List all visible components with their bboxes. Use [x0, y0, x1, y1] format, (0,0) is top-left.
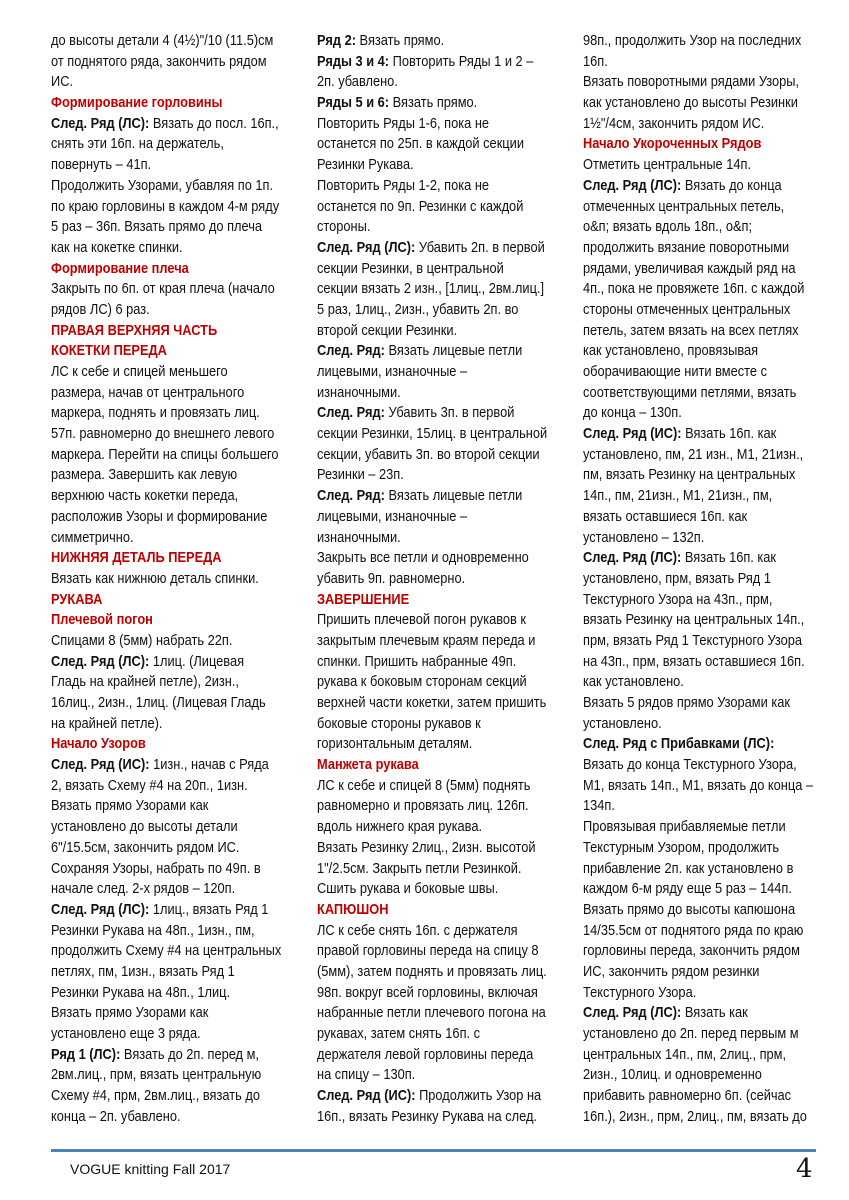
text-line: останется по 9п. Резинки с каждой [317, 197, 524, 215]
instruction-text: 1лиц. (Лицевая [149, 652, 245, 670]
text-line: 2п. убавлено. [317, 73, 398, 91]
text-line: боковые стороны рукавов к [317, 714, 481, 732]
section-heading: Формирование плеча [51, 259, 189, 277]
text-line: рукава к боковым сторонам секций [317, 673, 527, 691]
text-line: ЛС к себе и спицей меньшего [51, 363, 228, 380]
text-line: секции Резинки, в центральной [317, 259, 504, 277]
row-label: След. Ряд (ЛС): [583, 1004, 682, 1022]
text-line: до высоты детали 4 (4½)"/10 (11.5)см [51, 32, 274, 49]
text-line: до конца – 130п. [583, 404, 682, 422]
text-line: лицевыми, изнаночные – [317, 363, 468, 380]
text-line: Сшить рукава и боковые швы. [317, 880, 499, 898]
text-line: Вязать прямо Узорами как [51, 797, 209, 815]
text-column-2 [317, 31, 552, 1127]
page-number: 4 [796, 1154, 813, 1184]
text-line: Резинки Рукава на 48п., 1изн., пм, [51, 921, 255, 939]
text-line: Провязывая прибавляемые петли [583, 818, 786, 836]
text-line: Вязать Резинку 2лиц., 2изн. высотой [317, 838, 536, 856]
text-line: секции, убавить 3п. во второй секции [317, 445, 540, 463]
instruction-line [51, 652, 286, 673]
text-line: верхней части кокетки, затем пришить [317, 694, 547, 711]
text-line: 16лиц., 2изн., 1лиц. (Лицевая Гладь [51, 694, 266, 711]
instruction-line [51, 1045, 286, 1066]
text-line: (5мм), затем поднять и провязать лиц. [317, 962, 547, 980]
instruction-text: Убавить 2п. в первой [415, 238, 545, 256]
text-line: 1"/2.5см. Закрыть петли Резинкой. [317, 859, 522, 877]
text-line: изнаночными. [317, 383, 401, 401]
instruction-line [51, 755, 286, 776]
text-line: на спицу – 130п. [317, 1066, 416, 1084]
text-line: стороны. [317, 218, 371, 236]
instruction-line [317, 52, 552, 73]
text-line: маркера. Перейти на спицы большего [51, 445, 279, 463]
section-heading: КАПЮШОН [317, 900, 389, 918]
text-line: останется по 25п. в каждой секции [317, 135, 524, 153]
text-line: снять эти 16п. на держатель, [51, 135, 224, 153]
text-line: вязать оставшиеся 16п. как [583, 507, 748, 525]
instruction-line [317, 238, 552, 259]
text-line: ИС. [51, 73, 74, 91]
text-line: 1½"/4см, закончить рядом ИС. [583, 114, 765, 132]
row-label: След. Ряд: [317, 404, 385, 422]
instruction-line [583, 734, 818, 755]
section-heading: Начало Узоров [51, 735, 146, 753]
text-line: конца – 2п. убавлено. [51, 1107, 181, 1125]
text-line: Вязать 5 рядов прямо Узорами как [583, 694, 790, 711]
footer-divider [51, 1149, 816, 1152]
text-line: равномерно и провязать лиц. 126п. [317, 797, 529, 815]
text-line: каждом 6-м ряду еще 5 раз – 144п. [583, 880, 792, 898]
text-line: установлено – 132п. [583, 528, 705, 546]
text-line: верхнюю часть кокетки переда, [51, 487, 239, 505]
text-line: 16п.), 2изн., прм, 2лиц., пм, вязать до [583, 1107, 807, 1125]
section-heading: КОКЕТКИ ПЕРЕДА [51, 342, 167, 360]
instruction-line [583, 176, 818, 197]
section-heading: РУКАВА [51, 590, 103, 608]
text-line: установлено до 2п. перед первым м [583, 1025, 799, 1042]
text-line: 16п. [583, 52, 608, 70]
text-line: как установлено. [583, 673, 684, 691]
text-line: прибавить равномерно 6п. (сейчас [583, 1087, 792, 1105]
row-label: Ряды 5 и 6: [317, 94, 390, 112]
text-line: М1, вязать 14п., М1, вязать до конца – [583, 776, 814, 794]
text-line: спинки. Пришить набранные 49п. [317, 652, 517, 670]
section-heading: НИЖНЯЯ ДЕТАЛЬ ПЕРЕДА [51, 549, 222, 567]
instruction-text: Вязать до посл. 16п., [149, 114, 279, 132]
row-label: След. Ряд (ИС): [317, 1087, 416, 1105]
text-line: повернуть – 41п. [51, 156, 152, 174]
footer-publication: VOGUE knitting Fall 2017 [70, 1161, 231, 1177]
text-line: Сохраняя Узоры, набрать по 49п. в [51, 859, 261, 877]
text-line: 57п. равномерно до внешнего левого [51, 425, 275, 443]
text-line: рядами, увеличивая каждый ряд на [583, 259, 796, 277]
text-line: Текстурного Узора на 43п., прм, [583, 590, 773, 608]
text-line: установлено до высоты детали [51, 818, 238, 836]
row-label: След. Ряд (ИС): [51, 756, 150, 774]
text-line: Резинки Рукава. [317, 156, 414, 174]
text-line: горизонтальным деталям. [317, 735, 473, 753]
instruction-line [317, 31, 552, 52]
text-line: Вязать прямо до высоты капюшона [583, 900, 796, 918]
text-line: размера. Завершить как левую [51, 466, 238, 484]
text-line: Отметить центральные 14п. [583, 156, 752, 174]
instruction-line [51, 900, 286, 921]
instruction-line [317, 1086, 552, 1107]
text-line: маркера, поднять и провязать лиц. [51, 404, 260, 422]
text-line: Продолжить Узорами, убавляя по 1п. [51, 176, 274, 194]
text-line: стороны отмеченных центральных [583, 300, 791, 318]
row-label: След. Ряд с Прибавками (ЛС): [583, 735, 775, 753]
text-line: установлено, пм, 21 изн., М1, 21изн., [583, 445, 804, 463]
text-line: размера, начав от центрального [51, 383, 245, 401]
text-line: Вязать поворотными рядами Узоры, [583, 73, 800, 91]
text-line: горловины переда, закончить рядом [583, 942, 800, 960]
section-heading: Начало Укороченных Рядов [583, 135, 762, 153]
text-line: Пришить плечевой погон рукавов к [317, 611, 527, 629]
text-line: 98п. вокруг всей горловины, включая [317, 983, 538, 1001]
text-column-1 [51, 31, 286, 1127]
text-line: 14п., пм, 21изн., М1, 21изн., пм, [583, 487, 773, 505]
text-line: Гладь на крайней петле), 2изн., [51, 673, 239, 691]
text-line: пм, вязать Резинку на центральных [583, 466, 796, 484]
text-line: как установлено до высоты Резинки [583, 94, 798, 112]
text-line: закрытым плечевым краям переда и [317, 631, 536, 649]
text-line: Резинки – 23п. [317, 466, 404, 484]
section-heading: Формирование горловины [51, 94, 223, 112]
instruction-text: Повторить Ряды 1 и 2 – [389, 52, 534, 70]
text-line: на крайней петле). [51, 714, 163, 732]
row-label: Ряд 1 (ЛС): [51, 1045, 121, 1063]
section-heading: ЗАВЕРШЕНИЕ [317, 590, 410, 608]
row-label: След. Ряд: [317, 487, 385, 505]
text-line: симметрично. [51, 528, 134, 546]
row-label: След. Ряд (ЛС): [583, 176, 682, 194]
row-label: След. Ряд (ЛС): [51, 114, 150, 132]
text-line: Закрыть по 6п. от края плеча (начало [51, 280, 275, 298]
text-line: 2, вязать Схему #4 на 20п., 1изн. [51, 776, 248, 794]
text-line: петель, затем вязать на всех петлях [583, 321, 799, 339]
instruction-text: Вязать прямо. [355, 32, 445, 49]
instruction-line [583, 1003, 818, 1024]
row-label: След. Ряд (ЛС): [583, 549, 682, 567]
text-column-3 [583, 31, 818, 1127]
text-line: 6"/15.5см, закончить рядом ИС. [51, 838, 240, 856]
text-line: отмеченных центральных петель, [583, 197, 785, 215]
text-line: o&п; вязать вдоль 18п., o&п; [583, 218, 753, 236]
instruction-text: Вязать 16п. как [681, 549, 777, 567]
text-line: продолжить Схему #4 на центральных [51, 942, 282, 960]
text-line: установлено. [583, 714, 662, 732]
row-label: След. Ряд (ЛС): [51, 652, 150, 670]
text-line: Резинки Рукава на 48п., 1лиц. [51, 983, 231, 1001]
text-line: набранные петли плечевого погона на [317, 1004, 546, 1022]
row-label: Ряд 2: [317, 32, 356, 49]
section-heading: ПРАВАЯ ВЕРХНЯЯ ЧАСТЬ [51, 321, 218, 339]
text-line: установлено еще 3 ряда. [51, 1025, 201, 1042]
text-line: 16п., вязать Резинку Рукава на след. [317, 1107, 538, 1125]
text-line: центральных 14п., пм, 2лиц., прм, [583, 1045, 787, 1063]
instruction-text: Вязать как [681, 1004, 748, 1022]
text-line: 14/35.5см от поднятого ряда по краю [583, 921, 804, 939]
text-line: как на кокетке спинки. [51, 238, 183, 256]
text-line: лицевыми, изнаночные – [317, 507, 468, 525]
text-line: Спицами 8 (5мм) набрать 22п. [51, 631, 233, 649]
text-line: 4п., пока не провяжете 16п. с каждой [583, 280, 805, 298]
instruction-text: Вязать до конца [681, 176, 782, 194]
text-line: продолжить вязание поворотными [583, 238, 790, 256]
instruction-line [583, 548, 818, 569]
text-line: петлях, пм, 1изн., вязать Ряд 1 [51, 962, 235, 980]
text-line: Закрыть все петли и одновременно [317, 549, 529, 567]
instruction-text: 1изн., начав с Ряда [149, 756, 269, 774]
text-line: Вязать до конца Текстурного Узора, [583, 756, 797, 774]
text-line: оборачивающие нити вместе с [583, 363, 767, 380]
text-line: 5 раз – 36п. Вязать прямо до плеча [51, 218, 263, 236]
row-label: След. Ряд (ЛС): [317, 238, 416, 256]
text-line: изнаночными. [317, 528, 401, 546]
text-line: второй секции Резинки. [317, 321, 458, 339]
text-line: 134п. [583, 797, 615, 815]
text-line: вдоль нижнего края рукава. [317, 818, 483, 836]
text-line: держателя левой горловины переда [317, 1045, 534, 1063]
text-line: начале след. 2-х рядов – 120п. [51, 880, 236, 898]
instruction-text: Вязать лицевые петли [384, 342, 523, 360]
text-line: 5 раз, 1лиц., 2изн., убавить 2п. во [317, 300, 519, 318]
text-line: на 43п., прм, вязать оставшиеся 16п. [583, 652, 805, 670]
text-line: ЛС к себе снять 16п. с держателя [317, 921, 518, 939]
text-line: 2изн., 10лиц. и одновременно [583, 1066, 762, 1084]
text-line: Вязать прямо Узорами как [51, 1004, 209, 1022]
instruction-line [583, 424, 818, 445]
text-line: прм, вязать Ряд 1 Текстурного Узора [583, 631, 803, 649]
instruction-text: 1лиц., вязать Ряд 1 [149, 900, 269, 918]
text-line: соответствующими петлями, вязать [583, 383, 797, 401]
text-line: установлено, прм, вязать Ряд 1 [583, 569, 771, 587]
text-line: ИС, закончить рядом резинки [583, 962, 760, 980]
text-line: секции Резинки, 15лиц. в центральной [317, 425, 548, 443]
text-line: рядов ЛС) 6 раз. [51, 300, 150, 318]
text-line: 2вм.лиц., прм, вязать центральную [51, 1066, 262, 1084]
section-heading: Манжета рукава [317, 756, 419, 774]
section-heading: Плечевой погон [51, 611, 153, 629]
instruction-text: Вязать лицевые петли [384, 487, 523, 505]
text-line: Схему #4, прм, 2вм.лиц., вязать до [51, 1087, 260, 1105]
text-line: рукавах, затем снять 16п. с [317, 1025, 481, 1042]
row-label: След. Ряд: [317, 342, 385, 360]
text-line: Текстурным Узором, продолжить [583, 838, 780, 856]
text-line: Вязать как нижнюю деталь спинки. [51, 569, 259, 587]
text-line: правой горловины переда на спицу 8 [317, 942, 539, 960]
text-line: Повторить Ряды 1-2, пока не [317, 176, 490, 194]
text-line: Текстурного Узора. [583, 983, 697, 1001]
row-label: След. Ряд (ЛС): [51, 900, 150, 918]
instruction-text: Вязать до 2п. перед м, [120, 1045, 259, 1063]
text-line: вязать Резинку на центральных 14п., [583, 611, 805, 629]
instruction-line [317, 403, 552, 424]
row-label: След. Ряд (ИС): [583, 425, 682, 443]
text-line: убавить 9п. равномерно. [317, 569, 466, 587]
instruction-text: Вязать прямо. [389, 94, 478, 112]
text-line: от поднятого ряда, закончить рядом [51, 52, 267, 70]
instruction-line [317, 486, 552, 507]
instruction-text: Продолжить Узор на [415, 1087, 542, 1105]
text-line: расположив Узоры и формирование [51, 507, 268, 525]
instruction-line [317, 93, 552, 114]
row-label: Ряды 3 и 4: [317, 52, 390, 70]
text-line: 98п., продолжить Узор на последних [583, 32, 802, 49]
text-line: Повторить Ряды 1-6, пока не [317, 114, 490, 132]
text-line: прибавление 2п. как установлено в [583, 859, 794, 877]
instruction-text: Убавить 3п. в первой [384, 404, 515, 422]
instruction-text: Вязать 16п. как [681, 425, 777, 443]
text-line: ЛС к себе и спицей 8 (5мм) поднять [317, 776, 531, 794]
text-line: секции вязать 2 изн., [1лиц., 2вм.лиц.] [317, 280, 545, 298]
text-line: как установлено, провязывая [583, 342, 759, 360]
instruction-line [317, 341, 552, 362]
instruction-line [51, 114, 286, 135]
text-line: по краю горловины в каждом 4-м ряду [51, 197, 280, 215]
